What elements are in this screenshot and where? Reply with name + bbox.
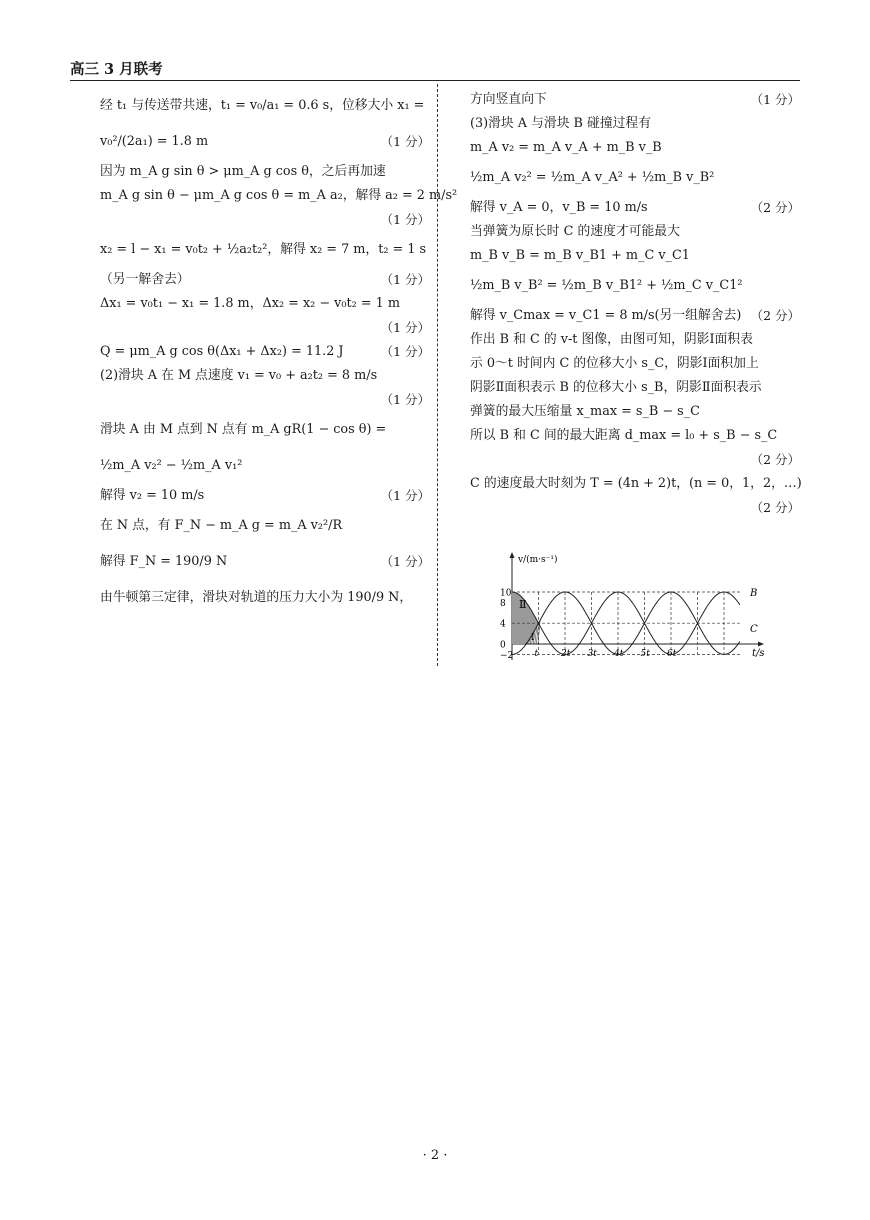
right-line-text: C 的速度最大时刻为 T = (4n + 2)t，(n = 0，1，2，…) bbox=[470, 476, 802, 491]
right-line-points: （2 分） bbox=[750, 308, 800, 323]
right-line-text: 方向竖直向下 bbox=[470, 92, 547, 107]
left-line bbox=[100, 184, 458, 208]
left-line-text: ½m_A v₂² − ½m_A v₁² bbox=[100, 458, 243, 473]
left-line bbox=[100, 340, 430, 364]
header-title: 高三 3 月联考 bbox=[70, 61, 163, 78]
y-axis-label: v/(m·s⁻¹) bbox=[518, 555, 558, 565]
x-axis-arrow bbox=[758, 642, 764, 647]
left-line-text: m_A g sin θ − μm_A g cos θ = m_A a₂，解得 a₂ = 2 m/s² bbox=[100, 188, 458, 203]
right-line-text: ½m_A v₂² = ½m_A v_A² + ½m_B v_B² bbox=[470, 170, 715, 185]
left-line-text: 在 N 点，有 F_N − m_A g = m_A v₂²/R bbox=[100, 518, 343, 533]
left-line-points: （1 分） bbox=[380, 488, 430, 503]
left-line bbox=[100, 508, 430, 544]
left-line bbox=[100, 160, 430, 184]
left-line bbox=[100, 364, 430, 388]
right-line-text: (3)滑块 A 与滑块 B 碰撞过程有 bbox=[470, 116, 652, 131]
x-tick-label: 6t bbox=[667, 649, 677, 659]
right-line-points: （2 分） bbox=[750, 500, 800, 515]
vt-graph-svg bbox=[470, 548, 770, 668]
dashed-guides bbox=[512, 592, 740, 654]
y-axis-arrow bbox=[510, 552, 515, 558]
curve-c-label: C bbox=[750, 624, 758, 635]
right-line bbox=[470, 160, 800, 196]
right-line bbox=[470, 268, 800, 304]
y-tick-label: 8 bbox=[500, 598, 506, 609]
right-column bbox=[470, 88, 800, 520]
left-line-points: （1 分） bbox=[380, 344, 430, 359]
y-tick-label: 4 bbox=[500, 619, 506, 630]
left-line-text: v₀²/(2a₁) = 1.8 m bbox=[100, 134, 209, 149]
curve-b-label: B bbox=[750, 588, 758, 599]
left-line bbox=[100, 268, 430, 292]
left-line-text: Δx₁ = v₀t₁ − x₁ = 1.8 m，Δx₂ = x₂ − v₀t₂ = 1 m bbox=[100, 296, 400, 311]
vt-graph bbox=[470, 548, 770, 668]
left-line bbox=[100, 388, 430, 412]
curve-b bbox=[512, 592, 740, 654]
right-line-points: （2 分） bbox=[750, 200, 800, 215]
left-line bbox=[100, 580, 430, 616]
left-line bbox=[100, 292, 430, 316]
right-line bbox=[470, 196, 800, 220]
right-line-text: 解得 v_A = 0，v_B = 10 m/s bbox=[470, 200, 648, 215]
left-line-text: 解得 v₂ = 10 m/s bbox=[100, 488, 205, 503]
column-divider bbox=[437, 84, 438, 666]
left-line-text: (2)滑块 A 在 M 点速度 v₁ = v₀ + a₂t₂ = 8 m/s bbox=[100, 368, 378, 383]
left-line bbox=[100, 124, 430, 160]
page-header bbox=[70, 58, 800, 81]
y-tick-label: 0 bbox=[500, 640, 506, 651]
left-line bbox=[100, 448, 430, 484]
x-tick-label: 5t bbox=[640, 649, 650, 659]
right-line bbox=[470, 136, 800, 160]
page-number: · 2 · bbox=[422, 1148, 448, 1163]
left-column bbox=[100, 88, 458, 616]
y-tick-label: 10 bbox=[500, 588, 512, 599]
right-line bbox=[470, 424, 800, 448]
left-line bbox=[100, 316, 430, 340]
left-line-points: （1 分） bbox=[380, 134, 430, 149]
left-line-points: （1 分） bbox=[380, 272, 430, 287]
left-line-text: 因为 m_A g sin θ > μm_A g cos θ，之后再加速 bbox=[100, 164, 386, 179]
left-line-text: 解得 F_N = 190/9 N bbox=[100, 554, 228, 569]
right-line-points: （2 分） bbox=[750, 452, 800, 467]
left-line-text: 经 t₁ 与传送带共速，t₁ = v₀/a₁ = 0.6 s，位移大小 x₁ = bbox=[100, 98, 425, 113]
region-2-label: Ⅱ bbox=[519, 598, 527, 611]
left-line bbox=[100, 484, 430, 508]
left-line-text: Q = μm_A g cos θ(Δx₁ + Δx₂) = 11.2 J bbox=[100, 344, 344, 359]
left-line-text: 滑块 A 由 M 点到 N 点有 m_A gR(1 − cos θ) = bbox=[100, 422, 387, 437]
right-line-text: 阴影Ⅱ面积表示 B 的位移大小 s_B，阴影Ⅱ面积表示 bbox=[470, 380, 762, 395]
right-line bbox=[470, 400, 800, 424]
right-line bbox=[470, 244, 800, 268]
left-line bbox=[100, 232, 430, 268]
right-line-text: 作出 B 和 C 的 v-t 图像，由图可知，阴影Ⅰ面积表 bbox=[470, 332, 753, 347]
left-line-points: （1 分） bbox=[380, 554, 430, 569]
right-line-text: 弹簧的最大压缩量 x_max = s_B − s_C bbox=[470, 404, 700, 419]
right-line bbox=[470, 328, 800, 352]
x-axis-label: t/s bbox=[752, 648, 765, 659]
left-line bbox=[100, 88, 430, 124]
right-line bbox=[470, 448, 800, 472]
right-line-text: m_B v_B = m_B v_B1 + m_C v_C1 bbox=[470, 248, 690, 263]
right-line-text: 当弹簧为原长时 C 的速度才可能最大 bbox=[470, 224, 680, 239]
x-tick-label: t bbox=[534, 649, 539, 659]
right-line-points: （1 分） bbox=[750, 92, 800, 107]
right-line bbox=[470, 112, 800, 136]
right-line-text: 所以 B 和 C 间的最大距离 d_max = l₀ + s_B − s_C bbox=[470, 428, 778, 443]
region-1-label: Ⅰ bbox=[531, 633, 535, 643]
right-line bbox=[470, 376, 800, 400]
right-line-text: m_A v₂ = m_A v_A + m_B v_B bbox=[470, 140, 662, 155]
left-line bbox=[100, 208, 430, 232]
right-line bbox=[470, 88, 800, 112]
right-line bbox=[470, 472, 800, 496]
right-line bbox=[470, 496, 800, 520]
left-line-text: x₂ = l − x₁ = v₀t₂ + ½a₂t₂²，解得 x₂ = 7 m，t₂ = 1 s bbox=[100, 242, 427, 257]
left-line bbox=[100, 412, 430, 448]
right-line bbox=[470, 304, 800, 328]
right-line-text: ½m_B v_B² = ½m_B v_B1² + ½m_C v_C1² bbox=[470, 278, 743, 293]
y-tick-label: −2 bbox=[500, 650, 514, 661]
right-line bbox=[470, 220, 800, 244]
left-line-text: 由牛顿第三定律，滑块对轨道的压力大小为 190/9 N， bbox=[100, 590, 413, 605]
x-tick-label: 3t bbox=[587, 649, 597, 659]
x-tick-label: 4t bbox=[614, 649, 624, 659]
curve-c bbox=[512, 592, 740, 654]
x-tick-label: 2t bbox=[561, 649, 571, 659]
right-line-text: 示 0～t 时间内 C 的位移大小 s_C，阴影Ⅰ面积加上 bbox=[470, 356, 759, 371]
left-line-points: （1 分） bbox=[380, 212, 430, 227]
left-line bbox=[100, 544, 430, 580]
left-line-points: （1 分） bbox=[380, 320, 430, 335]
left-line-points: （1 分） bbox=[380, 392, 430, 407]
left-line-text: （另一解舍去） bbox=[100, 272, 190, 287]
right-line bbox=[470, 352, 800, 376]
right-line-text: 解得 v_Cmax = v_C1 = 8 m/s(另一组解舍去) bbox=[470, 308, 742, 323]
